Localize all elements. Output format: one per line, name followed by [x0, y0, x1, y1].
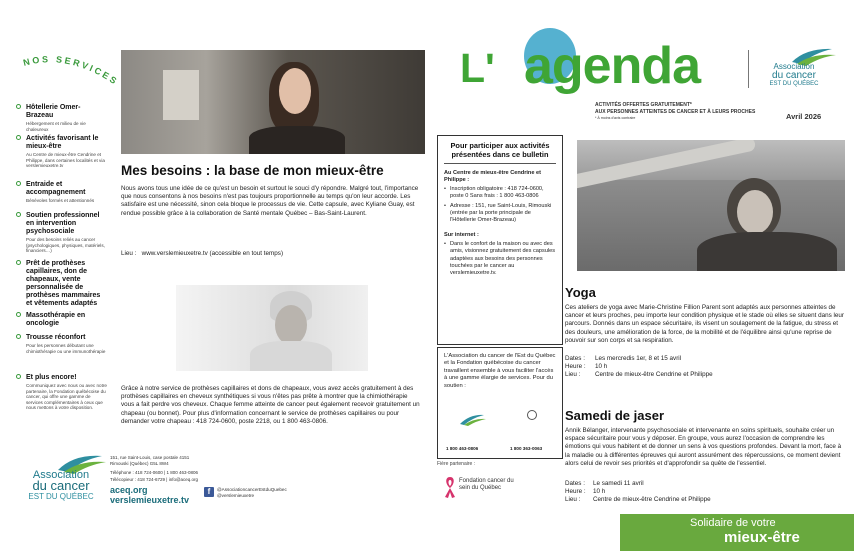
bullet-icon [16, 260, 21, 265]
bullet-icon [16, 104, 21, 109]
yoga-title: Yoga [565, 285, 596, 300]
service-item: Activités favorisant le mieux-être Au Centre de mieux-être Cendrine et Philippe, dans certaines localités et via verslemieuxetre.tv [17, 135, 107, 169]
footer-band [620, 514, 854, 551]
service-item: Massothérapie en oncologie [17, 312, 107, 328]
bullet-icon [16, 212, 21, 217]
agenda-l: L' [460, 45, 495, 91]
protheses-body: Grâce à notre service de prothèses capillaires et dons de chapeaux, vous avez accès gratuitement à des prothèses capillaires en cheveux synthétiques si vous n'êtes pas prête à montrer que la chimiothérapie vous a fait perdre vos cheveux. Chaque femme atteinte de cancer peut également recevoir gratuitement un chapeau (ou bonnet). Pour plus d'information concernant le service de prothèses capillaires ou pour demander votre chapeau : 418 724-0600, poste 2218, ou 1 800 463-0806. [121, 385, 420, 425]
kyliane-photo [121, 50, 425, 154]
list-item: • Inscription obligatoire : 418 724-0600, poste 0 Sans frais : 1 800 463-0806 [444, 186, 544, 200]
logo-swoosh-icon [446, 412, 486, 426]
site-link[interactable]: aceq.org [110, 484, 148, 495]
fondation-small-logo [508, 410, 556, 438]
yoga-photo [577, 140, 845, 271]
header-logo: Association du cancer EST DU QUÉBEC [752, 46, 836, 92]
phone-aceq: 1 800 463-0806 [446, 446, 479, 451]
besoins-title: Mes besoins : la base de mon mieux-être [121, 163, 384, 178]
bullet-icon [16, 312, 21, 317]
bullet-icon [16, 181, 21, 186]
fondation-sein: Fondation cancer du sein du Québec [459, 478, 514, 491]
header-divider [748, 50, 749, 88]
jaser-title: Samedi de jaser [565, 408, 664, 423]
contact-block: 151, rue Saint-Louis, case postale 4151 Rimouski (Québec) G5L 8W4 Téléphone : 418 724-0600 | 1 800 463-0806 Télécopieur : 418 724-6729 | info@aceq.org aceq.org verslemieuxetre.tv [110, 455, 250, 505]
service-item: Hôtellerie Omer-Brazeau Hébergement et milieu de vie chaleureux [17, 104, 107, 132]
issue-date: Avril 2026 [786, 112, 822, 121]
services-title-text: NOS SERVICES [22, 54, 121, 88]
jaser-body: Annik Bélanger, intervenante psychosociale et intervenante en soins spirituels, souhaite créer un espace sécuritaire pour vous y déposer. En groupe, vous aurez l'occasion de comprendre les émotions qui vous habitent et de donner un sens à vos questions profondes. Devant la mort, face à la maladie ou à différentes épreuves qui auront assurément des répercussions, ce moment devient alors celui de revoir ses priorités et d'approfondir sa quête de l'essentiel. [565, 427, 842, 467]
site-link[interactable]: verslemieuxetre.tv [110, 494, 190, 505]
yoga-body: Ces ateliers de yoga avec Marie-Christine Fillion Parent sont adaptés aux personnes atteintes de cancer et leurs proches, peu importe leur condition physique et le stade où elles se situent dans leur parcours. Donnés dans un espace sécuritaire, ils visent un soulagement de la fatigue, du stress et des douleurs, une amélioration de la force, de la mobilité et de l'équilibre ainsi qu'une reprise de pouvoir sur son corps et sa respiration. [565, 304, 844, 344]
bullet-icon [16, 334, 21, 339]
services-title [22, 52, 132, 102]
yoga-details: Dates : Les mercredis 1er, 8 et 15 avril Heure : 10 h Lieu : Centre de mieux-être Cendrine et Philippe [565, 355, 713, 379]
svg-text:NOS SERVICES [22, 54, 120, 87]
service-item: Trousse réconfort Pour les personnes débutant une chimiothérapie ou une immunothérapie [17, 334, 107, 354]
list-item: • Adresse : 151, rue Saint-Louis, Rimouski (entrée par la porte principale de l'Hôtellerie Omer-Brazeau) [444, 202, 552, 223]
aceq-small-logo [446, 412, 486, 438]
tagline: ACTIVITÉS OFFERTES GRATUITEMENT* AUX PERSONNES ATTEINTES DE CANCER ET À LEURS PROCHES * À moins d'avis contraire [595, 102, 756, 121]
besoins-body: Nous avons tous une idée de ce qu'est un besoin et surtout le souci d'y répondre. Malgré tout, l'importance que nous consentons à nos besoins n'est pas toujours proportionnelle au temps qu'on leur accorde. Les satisfaire est une nécessité, sinon cela bloque le processus de vie. Cette capsule, avec Kyliane Guay, est rendue possible grâce à la collaboration de Santé mentale Québec – Bas-Saint-Laurent. [121, 185, 419, 217]
association-box: L'Association du cancer de l'Est du Québec et la Fondation québécoise du cancer travaillent ensemble à vous faciliter l'accès à une gamme élargie de services. Pour du soutien : 1 800 463-0806 1 800 363-0063 [437, 347, 563, 459]
besoins-lieu: Lieu : www.verslemieuxetre.tv (accessible en tout temps) [121, 250, 284, 257]
list-item: • Dans le confort de la maison ou avec des amis, visionnez gratuitement des capsules adaptées aux besoins des personnes touchées par le cancer au verslemieuxetre.tv. [444, 241, 556, 277]
facebook-handles: @AssociationcancerEstduQuebec @verslemieuxetre [217, 487, 287, 498]
participer-box: Pour participer aux activités présentées dans ce bulletin Au Centre de mieux-être Cendrine et Philippe : • Inscription obligatoire : 418 724-0600, poste 0 Sans frais : 1 800 463-0806 • Adresse : 151, rue Saint-Louis, Rimouski (entrée par la porte principale de l'Hôtellerie Omer-Brazeau) Sur internet : • Dans le confort de la maison ou avec des amis, visionnez gratuitement des capsules adaptées aux besoins des personnes touchées par le cancer au verslemieuxetre.tv. [437, 135, 563, 345]
phone-fondation: 1 800 363-0063 [510, 446, 543, 451]
service-item: Entraide et accompagnement Bénévoles formés et attentionnés [17, 181, 107, 204]
facebook-icon[interactable]: f [204, 487, 214, 497]
chapeau-photo [176, 285, 368, 371]
association-logo: Association du cancer EST DU QUÉBEC [16, 452, 108, 502]
footer-line1: Solidaire de votre [690, 517, 776, 529]
footer-line2: mieux-être [724, 529, 800, 546]
capsule-link[interactable]: www.verslemieuxetre.tv (accessible en tout temps) [141, 250, 284, 257]
service-item: Prêt de prothèses capillaires, don de chapeaux, vente personnalisée de prothèses mammaires et vêtements adaptés [17, 260, 107, 308]
service-item: Soutien professionnel en intervention psychosociale Pour des besoins reliés au cancer (psychologiques, physiques, matériels, financiers…) [17, 212, 107, 254]
bullet-icon [16, 135, 21, 140]
bullet-icon [16, 374, 21, 379]
jaser-details: Dates : Le samedi 11 avril Heure : 10 h Lieu : Centre de mieux-être Cendrine et Philippe [565, 480, 711, 504]
fiere-partenaire: Fière partenaire : [437, 461, 476, 467]
participer-title: Pour participer aux activités présentées dans ce bulletin [450, 141, 550, 159]
service-item: Et plus encore! Communiquez avec nous ou avec notre partenaire, la Fondation québécoise du cancer, qui offre une gamme de services complémentaires à ceux que nous mettons à votre disposition. [17, 374, 107, 411]
agenda-title: agenda [524, 37, 701, 95]
pink-ribbon-icon [443, 475, 457, 499]
